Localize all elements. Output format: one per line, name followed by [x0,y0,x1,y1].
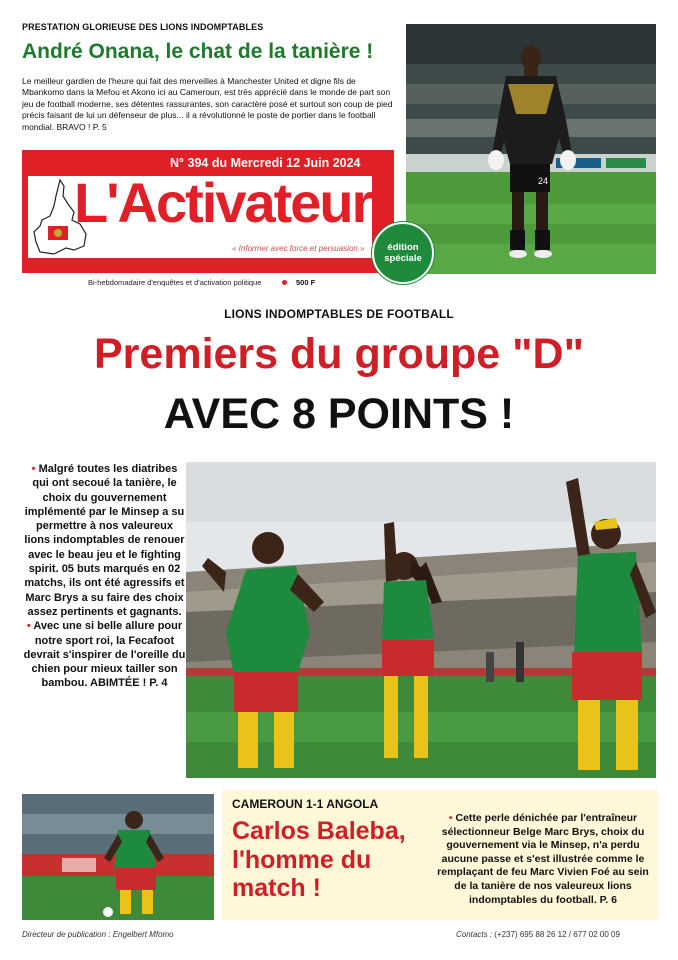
article-paragraph-1: Malgré toutes les diatribes qui ont secoué la tanière, le choix du gouvernement implémenté par le Minsep a su permettre à nos valeureux lions indomptables de renouer avec le beau jeu et le fighting spirit. 05 buts marqués en 02 matchs, ils ont été agressifs et Marc Brys a su faire des choix assez pertinents et gagnants. [24,463,185,618]
separator-dot [282,280,287,285]
masthead-subtitle: Bi-hebdomadaire d'enquêtes et d'activation politique [88,278,262,287]
issue-number: N° 394 du Mercredi 12 Juin 2024 [170,156,361,170]
publication-director: Directeur de publication : Engelbert Mfomo [22,930,174,939]
teaser-body: Le meilleur gardien de l'heure qui fait des merveilles à Manchester United et digne fils de Mbankomo dans la Mefou et Akono ici au Cameroun, est très apprécié dans le monde de part son jeu de football moderne, ses détentes rassurantes, son caractère posé et surtout son coup de pied précis faisant de lui un défenseur de plus... il a révolutionné le poste de portier dans le football mondial. BRAVO ! P. 5 [22,76,393,132]
match-result: CAMEROUN 1-1 ANGOLA [232,797,379,811]
price: 500 F [296,278,316,287]
badge-line-1: édition [387,242,419,253]
teaser-kicker: PRESTATION GLORIEUSE DES LIONS INDOMPTABLES [22,22,264,32]
tagline: « Informer avec force et persuasion » [232,244,365,253]
bottom-paragraph: Cette perle dénichée par l'entraîneur sélectionneur Belge Marc Brys, choix du gouvernement via le Minsep, n'a perdu aucune passe et s'est illustrée comme le remplaçant de feu Marc Vivien Foé au sein de la tanière de nos valeureux lions indomptables du football. P. 6 [437,812,649,906]
bottom-headline: Carlos Baleba, l'homme du match ! [232,817,406,902]
newspaper-logo: L'Activateur [74,171,372,234]
teaser-headline: André Onana, le chat de la tanière ! [22,40,374,63]
contacts-phone: (+237) 695 88 26 12 / 677 02 00 09 [494,930,620,939]
svg-text:24: 24 [538,176,549,186]
bullet: • [31,463,36,475]
main-headline: Premiers du groupe "D" [94,330,584,378]
article-paragraph-2: Avec une si belle allure pour notre sport roi, la Fecafoot devrait s'inspirer de l'oreille du chien pour mieux tailler son bambou. ABIMTÉE ! P. 4 [23,620,186,690]
badge-line-2: spéciale [384,253,422,264]
contacts [456,930,620,939]
contacts-label: Contacts : [456,930,493,939]
main-subheadline: AVEC 8 POINTS ! [163,390,515,438]
bullet: • [26,620,31,633]
bullet: • [448,812,453,824]
bottom-article-body [432,812,654,907]
baleba-photo [22,794,214,920]
special-edition-badge [372,222,434,284]
section-label: LIONS INDOMPTABLES DE FOOTBALL [224,307,454,321]
goalkeeper-photo [406,24,656,274]
main-article-column [22,462,187,691]
celebration-photo [186,462,656,778]
